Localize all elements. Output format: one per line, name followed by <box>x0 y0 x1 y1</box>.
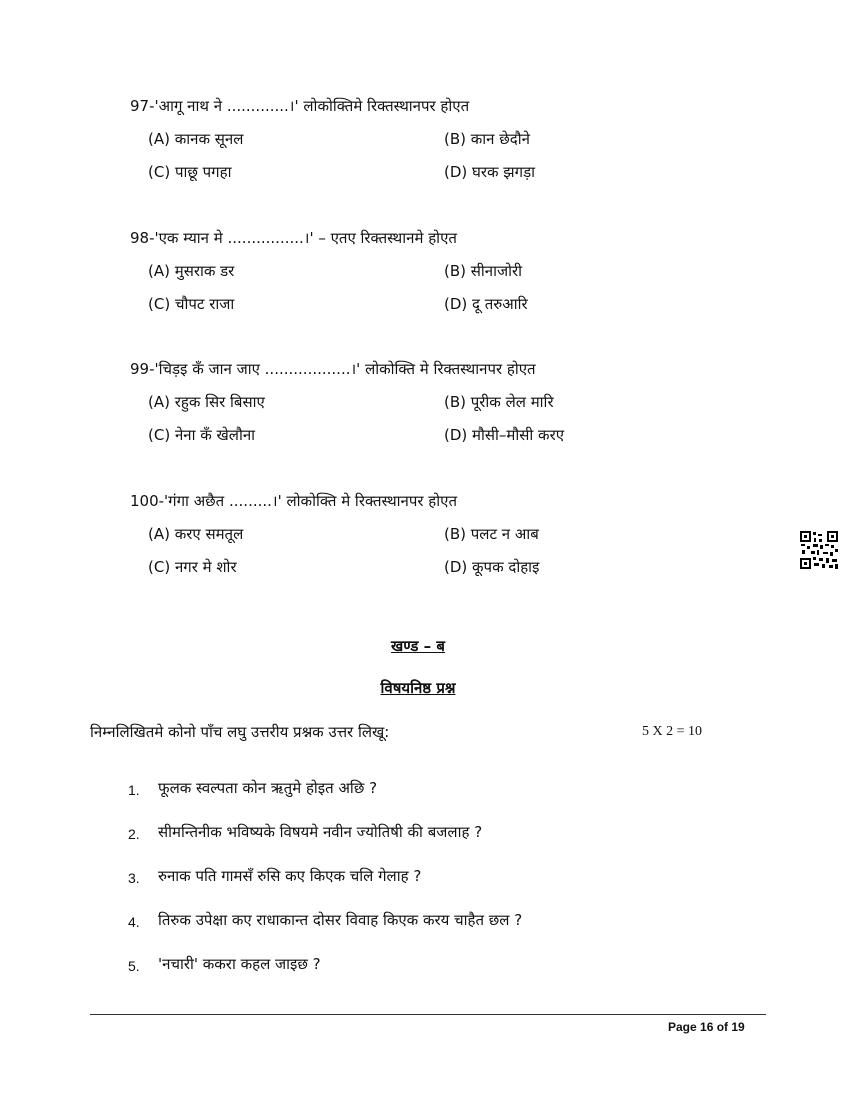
short-question-text: 'नचारी' ककरा कहल जाइछ ? <box>158 955 321 973</box>
short-question-text: रुनाक पति गामसँ रुसि कए किएक चलि गेलाह ? <box>158 867 422 885</box>
section-title: खण्ड – ब <box>391 637 445 655</box>
option-99-a: (A) रहुक सिर बिसाए <box>148 393 265 411</box>
option-100-b: (B) पलट न आब <box>444 525 539 543</box>
option-99-d: (D) मौसी–मौसी करए <box>444 426 565 444</box>
short-question-number: 5. <box>128 958 140 974</box>
section-subtitle: विषयनिष्ठ प्रश्न <box>380 679 456 697</box>
question-98: 98-'एक म्यान मे ................।' – एतए रिक्तस्थानमे होएत <box>130 229 457 247</box>
option-98-c: (C) चौपट राजा <box>148 295 235 313</box>
option-97-d: (D) घरक झगड़ा <box>444 163 536 181</box>
question-100: 100-'गंगा अछैत .........।' लोकोक्ति मे रिक्तस्थानपर होएत <box>130 492 457 510</box>
option-97-a: (A) कानक सूनल <box>148 130 244 148</box>
option-100-a: (A) करए समतूल <box>148 525 244 543</box>
short-question-text: फूलक स्वल्पता कोन ऋतुमे होइत अछि ? <box>158 779 378 797</box>
option-97-c: (C) पाछू पगहा <box>148 163 232 181</box>
short-question-text: तिरुक उपेक्षा कए राधाकान्त दोसर विवाह किएक करय चाहैत छल ? <box>158 911 523 929</box>
option-97-b: (B) कान छेदौने <box>444 130 530 148</box>
question-97: 97-'आगू नाथ ने .............।' लोकोक्तिमे रिक्तस्थानपर होएत <box>130 97 470 115</box>
short-question-number: 2. <box>128 826 140 842</box>
page-number: Page 16 of 19 <box>668 1020 745 1034</box>
question-99: 99-'चिड़इ कँ जान जाए ..................।' लोकोक्ति मे रिक्तस्थानपर होएत <box>130 360 536 378</box>
option-100-d: (D) कूपक दोहाइ <box>444 558 540 576</box>
short-question-number: 1. <box>128 782 140 798</box>
short-question-number: 4. <box>128 914 140 930</box>
option-99-c: (C) नेना कँ खेलौना <box>148 426 256 444</box>
qr-code-icon <box>799 530 839 570</box>
option-99-b: (B) पूरीक लेल मारि <box>444 393 554 411</box>
marks-scheme: 5 X 2 = 10 <box>642 724 703 739</box>
instruction-text: निम्नलिखितमे कोनो पाँच लघु उत्तरीय प्रश्नक उत्तर लिखू: <box>90 723 390 741</box>
short-question-number: 3. <box>128 870 140 886</box>
option-100-c: (C) नगर मे शोर <box>148 558 237 576</box>
option-98-b: (B) सीनाजोरी <box>444 262 523 280</box>
short-question-text: सीमन्तिनीक भविष्यके विषयमे नवीन ज्योतिषी की बजलाह ? <box>158 823 483 841</box>
option-98-d: (D) दू तरुआरि <box>444 295 528 313</box>
footer-divider <box>90 1014 766 1015</box>
option-98-a: (A) मुसराक डर <box>148 262 235 280</box>
